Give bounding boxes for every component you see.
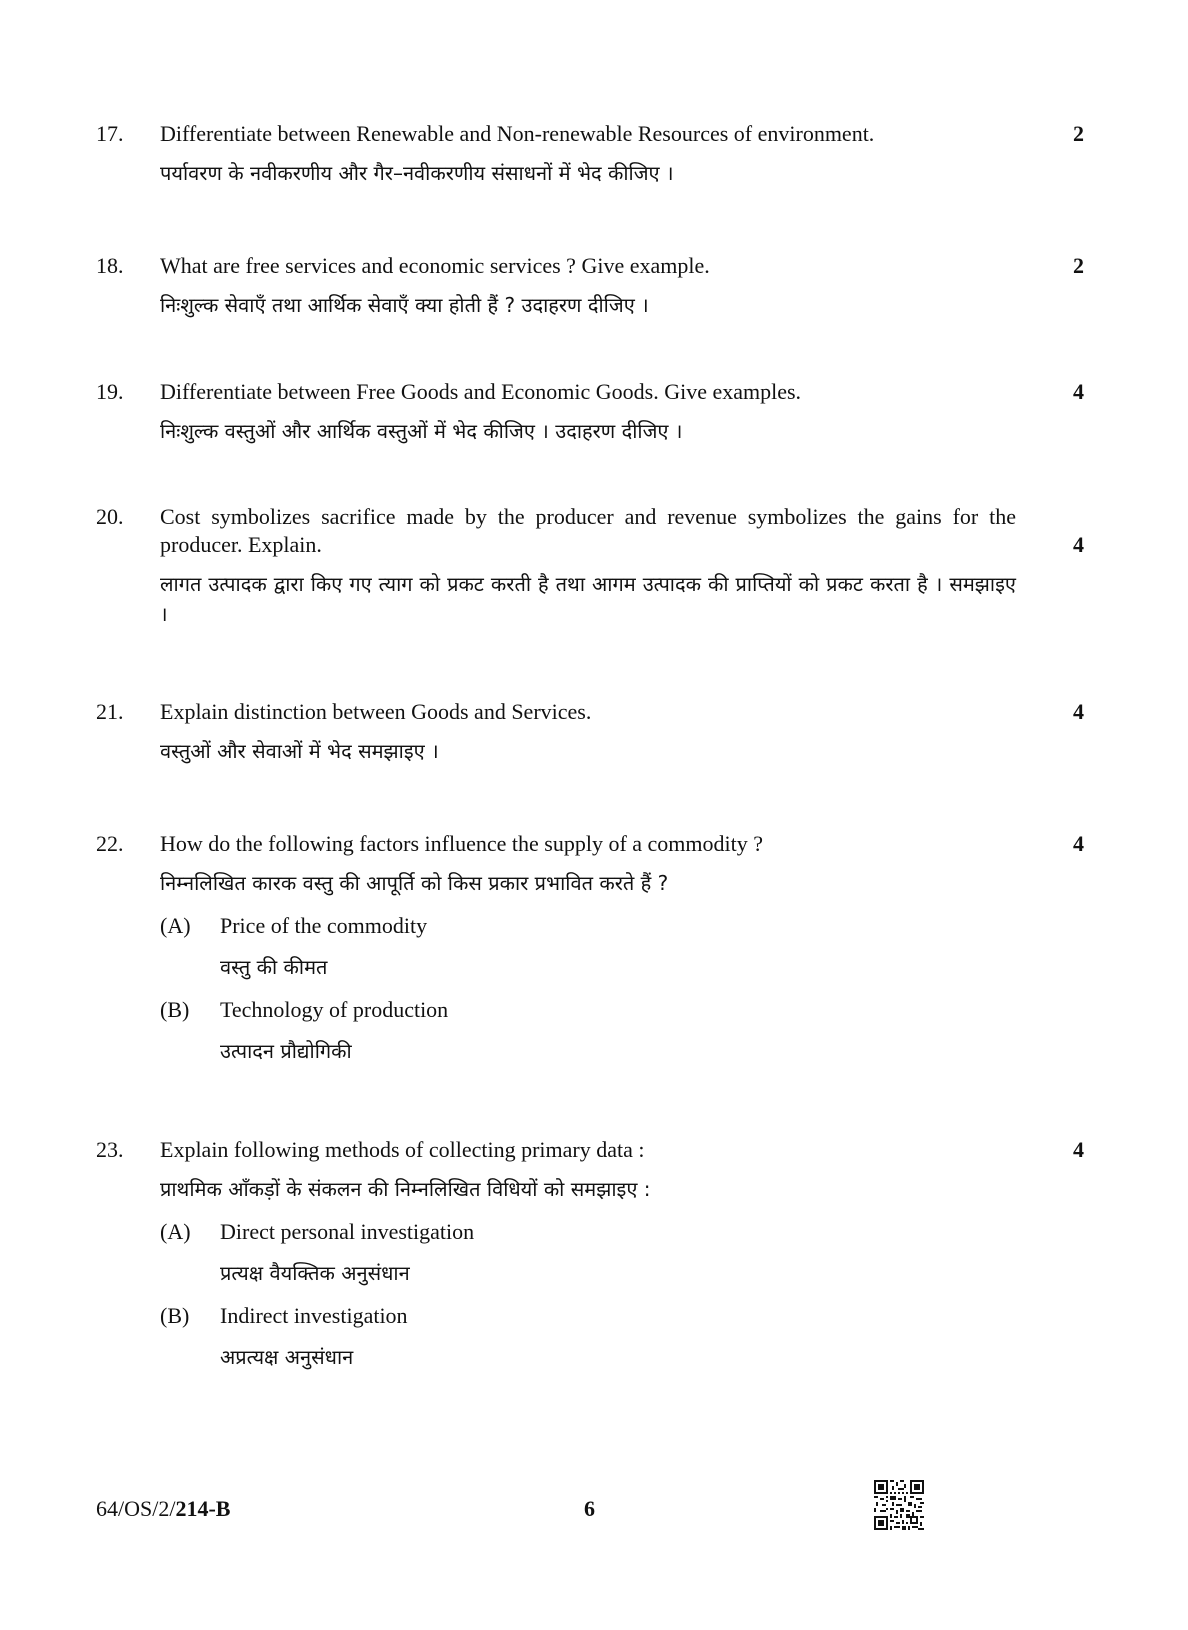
question-text-english: Differentiate between Free Goods and Economic Goods. Give examples. [160, 379, 802, 404]
sub-part-a [160, 912, 1060, 982]
question-body [160, 830, 1060, 1066]
question-body [160, 698, 1060, 766]
question-number: 21. [96, 699, 124, 724]
sub-part-label: (B) [160, 1303, 190, 1328]
question-number: 19. [96, 379, 124, 404]
question-text-hindi: लागत उत्पादक द्वारा किए गए त्याग को प्रकट करती है तथा आगम उत्पादक की प्राप्तियों को प्रकट करता है । समझाइए । [160, 572, 1016, 626]
sub-part-b [160, 1302, 1060, 1372]
question-body [160, 1136, 1060, 1372]
question-body [160, 378, 1060, 446]
question-number: 20. [96, 504, 124, 529]
question-text-hindi: निःशुल्क सेवाएँ तथा आर्थिक सेवाएँ क्या होती हैं ? उदाहरण दीजिए । [160, 293, 649, 317]
sub-part-a [160, 1218, 1060, 1288]
sub-part-content [220, 1302, 1060, 1372]
question-marks: 2 [1073, 253, 1084, 278]
question-text-english: Cost symbolizes sacrifice made by the producer and revenue symbolizes the gains for the producer. Explain. [160, 504, 1016, 557]
question-body [160, 503, 1016, 629]
sub-part-hindi: वस्तु की कीमत [220, 955, 328, 979]
question-marks: 4 [1073, 532, 1084, 557]
question-text-english: What are free services and economic services ? Give example. [160, 253, 710, 278]
sub-part-content [220, 912, 1060, 982]
question-text-hindi: वस्तुओं और सेवाओं में भेद समझाइए । [160, 739, 439, 763]
question-text-hindi: प्राथमिक आँकड़ों के संकलन की निम्नलिखित विधियों को समझाइए : [160, 1177, 651, 1201]
sub-part-label: (B) [160, 997, 190, 1022]
question-marks: 2 [1073, 121, 1084, 146]
question-number: 18. [96, 253, 124, 278]
sub-part-english: Indirect investigation [220, 1303, 408, 1328]
question-text-hindi: निःशुल्क वस्तुओं और आर्थिक वस्तुओं में भेद कीजिए । उदाहरण दीजिए । [160, 419, 683, 443]
paper-code-prefix: 64/OS/2/ [96, 1496, 176, 1521]
question-text-hindi: निम्नलिखित कारक वस्तु की आपूर्ति को किस प्रकार प्रभावित करते हैं ? [160, 871, 669, 895]
sub-part-hindi: अप्रत्यक्ष अनुसंधान [220, 1345, 354, 1369]
sub-part-label: (A) [160, 913, 191, 938]
sub-part-content [220, 996, 1060, 1066]
question-marks: 4 [1073, 379, 1084, 404]
sub-part-english: Technology of production [220, 997, 449, 1022]
sub-part-b [160, 996, 1060, 1066]
question-text-english: How do the following factors influence the supply of a commodity ? [160, 831, 764, 856]
question-text-english: Explain distinction between Goods and Services. [160, 699, 592, 724]
question-number: 22. [96, 831, 124, 856]
question-marks: 4 [1073, 831, 1084, 856]
question-marks: 4 [1073, 1137, 1084, 1162]
sub-part-english: Direct personal investigation [220, 1219, 475, 1244]
question-body [160, 252, 1060, 320]
sub-part-hindi: उत्पादन प्रौद्योगिकी [220, 1039, 352, 1063]
question-text-hindi: पर्यावरण के नवीकरणीय और गैर–नवीकरणीय संसाधनों में भेद कीजिए । [160, 161, 674, 185]
question-number: 17. [96, 121, 124, 146]
paper-code-suffix: 214-B [175, 1496, 231, 1521]
qr-code-icon [874, 1480, 924, 1530]
sub-part-label: (A) [160, 1219, 191, 1244]
question-body [160, 120, 1060, 188]
question-text-english: Explain following methods of collecting primary data : [160, 1137, 645, 1162]
question-number: 23. [96, 1137, 124, 1162]
page-number: 6 [584, 1496, 595, 1521]
question-text-english: Differentiate between Renewable and Non-renewable Resources of environment. [160, 121, 875, 146]
sub-part-hindi: प्रत्यक्ष वैयक्तिक अनुसंधान [220, 1261, 410, 1285]
sub-part-content [220, 1218, 1060, 1288]
sub-part-english: Price of the commodity [220, 913, 428, 938]
question-marks: 4 [1073, 699, 1084, 724]
paper-code [96, 1495, 230, 1523]
